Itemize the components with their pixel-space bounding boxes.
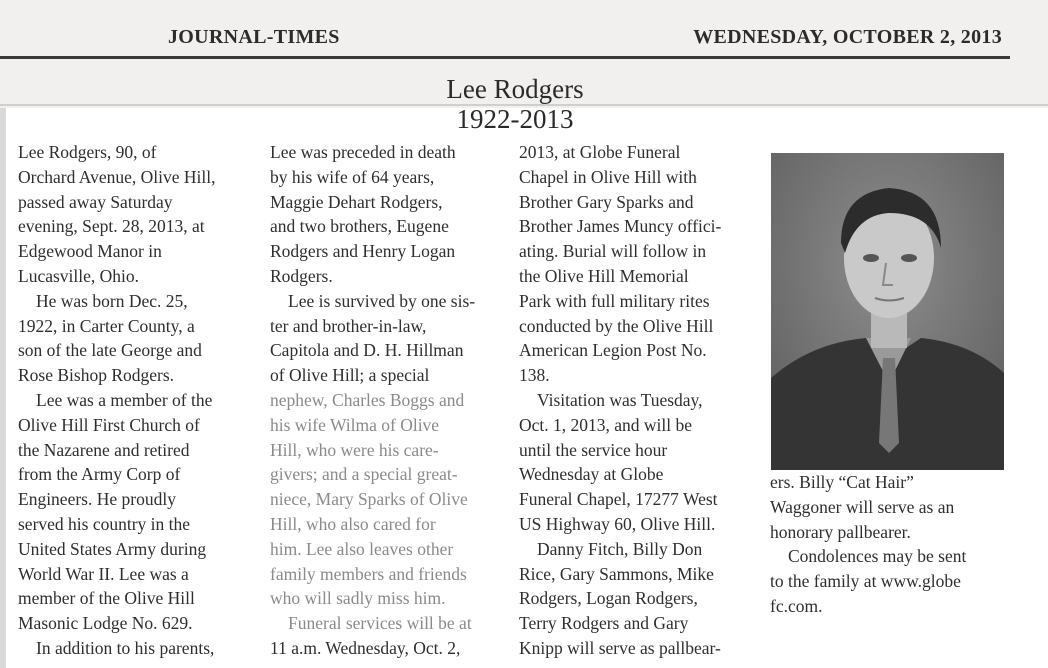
text-line: nephew, Charles Boggs and: [270, 389, 465, 410]
text-line: 2013, at Globe Funeral: [519, 142, 681, 162]
text-line: 138.: [519, 365, 550, 386]
text-line: family members and friends: [270, 563, 467, 584]
text-column-1: [18, 140, 250, 661]
text-line: Brother James Muncy offici-: [519, 216, 722, 237]
text-line: who will sadly miss him.: [270, 588, 446, 609]
text-line: the Nazarene and retired: [18, 439, 190, 460]
text-line: 1922, in Carter County, a: [18, 315, 195, 336]
text-line: to the family at www.globe: [770, 571, 961, 592]
text-line: Oct. 1, 2013, and will be: [519, 414, 693, 435]
text-line: by his wife of 64 years,: [270, 166, 435, 187]
text-line: Condolences may be sent: [788, 546, 967, 567]
text-line: Chapel in Olive Hill with: [519, 166, 697, 187]
text-line: Edgewood Manor in: [18, 241, 162, 262]
text-line: He was born Dec. 25,: [36, 290, 188, 311]
obituary-title: [380, 74, 650, 134]
text-line: Rodgers.: [270, 265, 333, 286]
masthead: [0, 16, 1010, 59]
text-line: Maggie Dehart Rodgers,: [270, 191, 443, 212]
text-line: World War II. Lee was a: [18, 563, 189, 584]
text-line: ter and brother-in-law,: [270, 315, 427, 336]
text-line: and two brothers, Eugene: [270, 216, 449, 237]
text-line: Olive Hill First Church of: [18, 414, 200, 435]
text-line: Rodgers and Henry Logan: [270, 241, 456, 262]
text-line: Visitation was Tuesday,: [537, 389, 703, 410]
text-line: son of the late George and: [18, 340, 202, 361]
text-line: Hill, who were his care-: [270, 439, 439, 460]
text-line: Rodgers, Logan Rodgers,: [519, 588, 698, 609]
newspaper-name: JOURNAL-TIMES: [168, 26, 340, 48]
portrait-photo: [771, 153, 1004, 470]
text-line: Capitola and D. H. Hillman: [270, 340, 464, 361]
obituary-name: Lee Rodgers: [446, 74, 584, 104]
obituary-years: 1922-2013: [456, 104, 574, 134]
text-line: his wife Wilma of Olive: [270, 414, 440, 435]
text-line: passed away Saturday: [18, 191, 173, 212]
text-line: Rice, Gary Sammons, Mike: [519, 563, 714, 584]
portrait-figure: [771, 153, 1004, 470]
text-line: givers; and a special great-: [270, 464, 458, 485]
text-line: conducted by the Olive Hill: [519, 315, 714, 336]
text-column-2: [270, 140, 502, 661]
issue-date: WEDNESDAY, OCTOBER 2, 2013: [693, 26, 1002, 48]
text-line: served his country in the: [18, 513, 191, 534]
text-column-4: [770, 470, 1010, 619]
text-line: Engineers. He proudly: [18, 489, 176, 510]
text-line: ers. Billy “Cat Hair”: [770, 472, 914, 492]
text-line: evening, Sept. 28, 2013, at: [18, 216, 205, 237]
text-line: him. Lee also leaves other: [270, 538, 454, 559]
text-line: Lee Rodgers, 90, of: [18, 142, 157, 162]
text-line: Lee is survived by one sis-: [288, 290, 476, 311]
text-line: Lucasville, Ohio.: [18, 265, 140, 286]
text-line: United States Army during: [18, 538, 207, 559]
text-line: Knipp will serve as pallbear-: [519, 637, 721, 658]
text-line: Hill, who also cared for: [270, 513, 436, 534]
text-line: until the service hour: [519, 439, 668, 460]
text-line: of Olive Hill; a special: [270, 365, 430, 386]
text-line: fc.com.: [770, 595, 823, 616]
text-line: the Olive Hill Memorial: [519, 265, 689, 286]
text-line: Lee was preceded in death: [270, 142, 456, 162]
text-line: Danny Fitch, Billy Don: [537, 538, 703, 559]
text-line: Park with full military rites: [519, 290, 710, 311]
text-column-3: [519, 140, 757, 661]
text-line: Wednesday at Globe: [519, 464, 664, 485]
left-edge-shadow: [0, 108, 6, 668]
text-line: Lee was a member of the: [36, 389, 213, 410]
text-line: Terry Rodgers and Gary: [519, 613, 689, 634]
text-line: Orchard Avenue, Olive Hill,: [18, 166, 216, 187]
text-line: member of the Olive Hill: [18, 588, 195, 609]
text-line: In addition to his parents,: [36, 637, 215, 658]
text-line: honorary pallbearer.: [770, 521, 911, 542]
text-line: Rose Bishop Rodgers.: [18, 365, 175, 386]
text-line: niece, Mary Sparks of Olive: [270, 489, 468, 510]
text-line: Masonic Lodge No. 629.: [18, 613, 193, 634]
text-line: Funeral services will be at: [288, 613, 472, 634]
text-line: Funeral Chapel, 17277 West: [519, 489, 718, 510]
text-line: US Highway 60, Olive Hill.: [519, 513, 716, 534]
text-line: 11 a.m. Wednesday, Oct. 2,: [270, 637, 461, 658]
text-line: from the Army Corp of: [18, 464, 181, 485]
text-line: Waggoner will serve as an: [770, 496, 955, 517]
text-line: American Legion Post No.: [519, 340, 707, 361]
text-line: ating. Burial will follow in: [519, 241, 707, 262]
text-line: Brother Gary Sparks and: [519, 191, 694, 212]
